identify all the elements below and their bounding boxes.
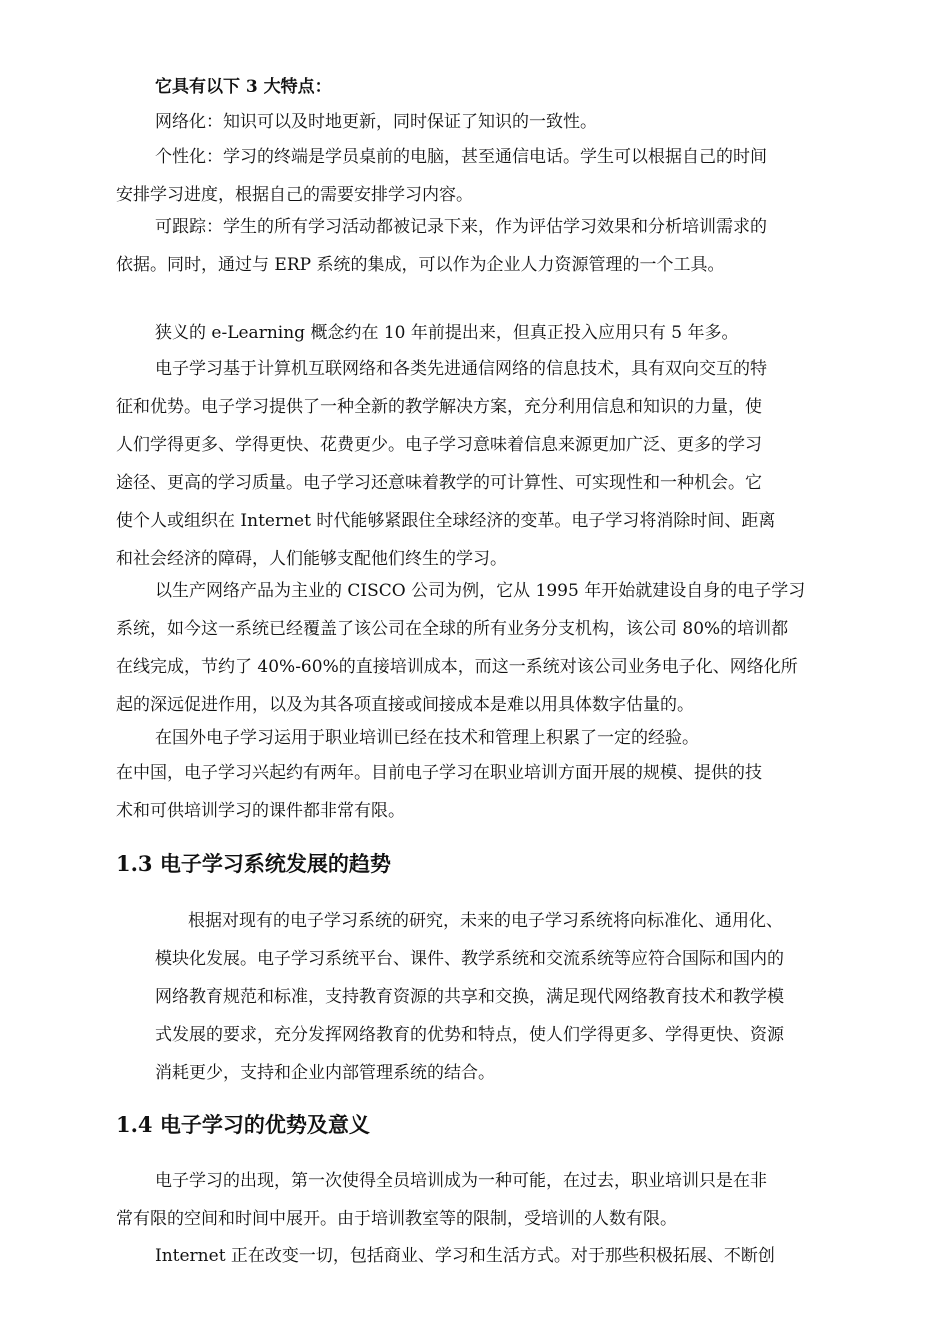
paragraph-elearning: 电子学习基于计算机互联网络和各类先进通信网络的信息技术，具有双向交互的特 征和优势。电子学习提供了一种全新的教学解决方案，充分利用信息和知识的力量，使 人们学得更多、学得更快、花费更少。电子学习意味着信息来源更加广泛、更多的学习 途径、更高的学习质量。电子学习还意味着教学的可计算性、可实现性和一种机会。它 使个人或组织在 Internet 时代能够紧跟住全球经济的变革。电子学习将消除时间、距离 和社会经济的障碍，人们能够支配他们终生的学习。 xyxy=(116,359,776,569)
paragraph-abroad: 在国外电子学习运用于职业培训已经在技术和管理上积累了一定的经验。 xyxy=(155,728,699,748)
paragraph-cisco: 以生产网络产品为主业的 CISCO 公司为例，它从 1995 年开始就建设自身的电子学习 系统，如今这一系统已经覆盖了该公司在全球的所有业务分支机构，该公司 80%的培训都 在线完成，节约了 40%-60%的直接培训成本，而这一系统对该公司业务电子化、网络化所 起的深远促进作用，以及为其各项直接或间接成本是难以用具体数字估量的。 xyxy=(116,581,806,715)
paragraph-advantage: 电子学习的出现，第一次使得全员培训成为一种可能，在过去，职业培训只是在非 常有限的空间和时间中展开。由于培训教室等的限制，受培训的人数有限。 xyxy=(116,1171,767,1229)
feature-tracking: 可跟踪：学生的所有学习活动都被记录下来，作为评估学习效果和分析培训需求的 依据。同时，通过与 ERP 系统的集成，可以作为企业人力资源管理的一个工具。 xyxy=(116,217,767,275)
feature-network: 网络化：知识可以及时地更新，同时保证了知识的一致性。 xyxy=(155,112,597,132)
paragraph-internet: Internet 正在改变一切，包括商业、学习和生活方式。对于那些积极拓展、不断创 xyxy=(155,1246,775,1266)
paragraph-china: 在中国，电子学习兴起约有两年。目前电子学习在职业培训方面开展的规模、提供的技 术和可供培训学习的课件都非常有限。 xyxy=(116,763,762,821)
section-heading-1-4: 1.4 电子学习的优势及意义 xyxy=(116,1112,370,1137)
section-heading-1-3: 1.3 电子学习系统发展的趋势 xyxy=(116,851,391,876)
features-intro: 它具有以下 3 大特点： xyxy=(155,77,332,97)
paragraph-narrow-definition: 狭义的 e-Learning 概念约在 10 年前提出来，但真正投入应用只有 5 年多。 xyxy=(155,323,739,343)
feature-personal: 个性化：学习的终端是学员桌前的电脑，甚至通信电话。学生可以根据自己的时间 安排学习进度，根据自己的需要安排学习内容。 xyxy=(116,147,767,205)
paragraph-trend: 根据对现有的电子学习系统的研究，未来的电子学习系统将向标准化、通用化、 模块化发展。电子学习系统平台、课件、教学系统和交流系统等应符合国际和国内的 网络教育规范和标准，支持教育资源的共享和交换，满足现代网络教育技术和教学模 式发展的要求，充分发挥网络教育的优势和特点，使人们学得更多、学得更快、资源 消耗更少，支持和企业内部管理系统的结合。 xyxy=(155,911,784,1083)
